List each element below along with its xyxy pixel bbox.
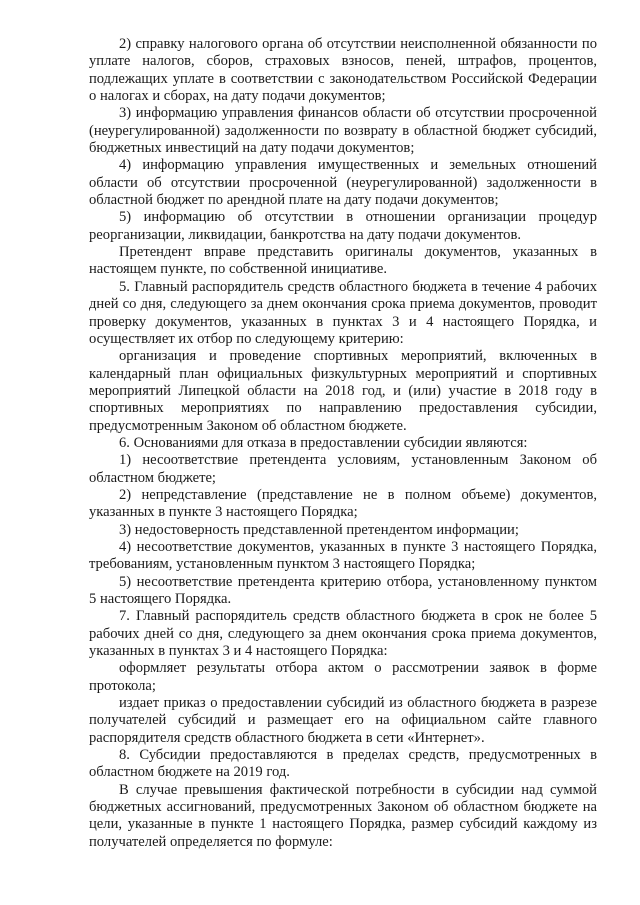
- paragraph-refusal-5: 5) несоответствие претендента критерию отбора, установленному пунктом 5 настоящего Порядка.: [89, 573, 597, 607]
- paragraph-clause-5: 5. Главный распорядитель средств областного бюджета в течение 4 рабочих дней со дня, следующего за днем окончания срока приема документов, проводит проверку документов, указанных в пунктах 3 и 4 настоящего Порядка, и осуществляет их отбор по следующему критерию:: [89, 278, 597, 347]
- paragraph-clause-8: 8. Субсидии предоставляются в пределах средств, предусмотренных в областном бюджете на 2019 год.: [89, 747, 597, 781]
- document-body: [89, 36, 597, 851]
- paragraph-clause-6: 6. Основаниями для отказа в предоставлении субсидии являются:: [119, 434, 528, 451]
- paragraph-item-2-tax-certificate: 2) справку налогового органа об отсутствии неисполненной обязанности по уплате налогов, сборов, страховых взносов, пеней, штрафов, процентов, подлежащих уплате в соответствии с законодательством Российской Федерации о налогах и сборах, на дату подачи документов;: [89, 36, 597, 105]
- paragraph-selection-criterion: организация и проведение спортивных мероприятий, включенных в календарный план официальных физкультурных мероприятий и спортивных мероприятий Липецкой области на 2018 год, и (или) участие в 2018 году в спортивных мероприятиях по направлению предоставления субсидии, предусмотренным Законом об областном бюджете.: [89, 348, 597, 434]
- paragraph-refusal-1: 1) несоответствие претендента условиям, установленным Законом об областном бюджете;: [89, 452, 597, 486]
- paragraph-protocol: оформляет результаты отбора актом о рассмотрении заявок в форме протокола;: [89, 660, 597, 694]
- paragraph-order: издает приказ о предоставлении субсидий из областного бюджета в разрезе получателей субсидий и размещает его на официальном сайте главного распорядителя средств областного бюджета в сети «Интернет».: [89, 695, 597, 746]
- paragraph-originals-note: Претендент вправе представить оригиналы документов, указанных в настоящем пункте, по собственной инициативе.: [89, 244, 597, 278]
- paragraph-refusal-3: 3) недостоверность представленной претендентом информации;: [119, 521, 519, 538]
- paragraph-refusal-4: 4) несоответствие документов, указанных в пункте 3 настоящего Порядка, требованиям, установленным пунктом 3 настоящего Порядка;: [89, 538, 597, 573]
- paragraph-item-4-property-info: 4) информацию управления имущественных и земельных отношений области об отсутствии просроченной (неурегулированной) задолженности в областной бюджет по арендной плате на дату подачи документов;: [89, 157, 597, 209]
- paragraph-refusal-2: 2) непредставление (представление не в полном объеме) документов, указанных в пункте 3 настоящего Порядка;: [89, 486, 597, 521]
- paragraph-formula-intro: В случае превышения фактической потребности в субсидии над суммой бюджетных ассигнований, предусмотренных Законом об областном бюджете на цели, указанные в пункте 1 настоящего Порядка, размер субсидий каждому из получателей определяется по формуле:: [89, 781, 597, 850]
- paragraph-item-5-reorganization-info: 5) информацию об отсутствии в отношении организации процедур реорганизации, ликвидации, банкротства на дату подачи документов.: [89, 209, 597, 243]
- paragraph-item-3-finance-info: 3) информацию управления финансов области об отсутствии просроченной (неурегулированной) задолженности по возврату в областной бюджет субсидий, бюджетных инвестиций на дату подачи документов;: [89, 105, 597, 157]
- paragraph-clause-7: 7. Главный распорядитель средств областного бюджета в срок не более 5 рабочих дней со дня, следующего за днем окончания срока приема документов, указанных в пунктах 3 и 4 настоящего Порядка:: [89, 608, 597, 660]
